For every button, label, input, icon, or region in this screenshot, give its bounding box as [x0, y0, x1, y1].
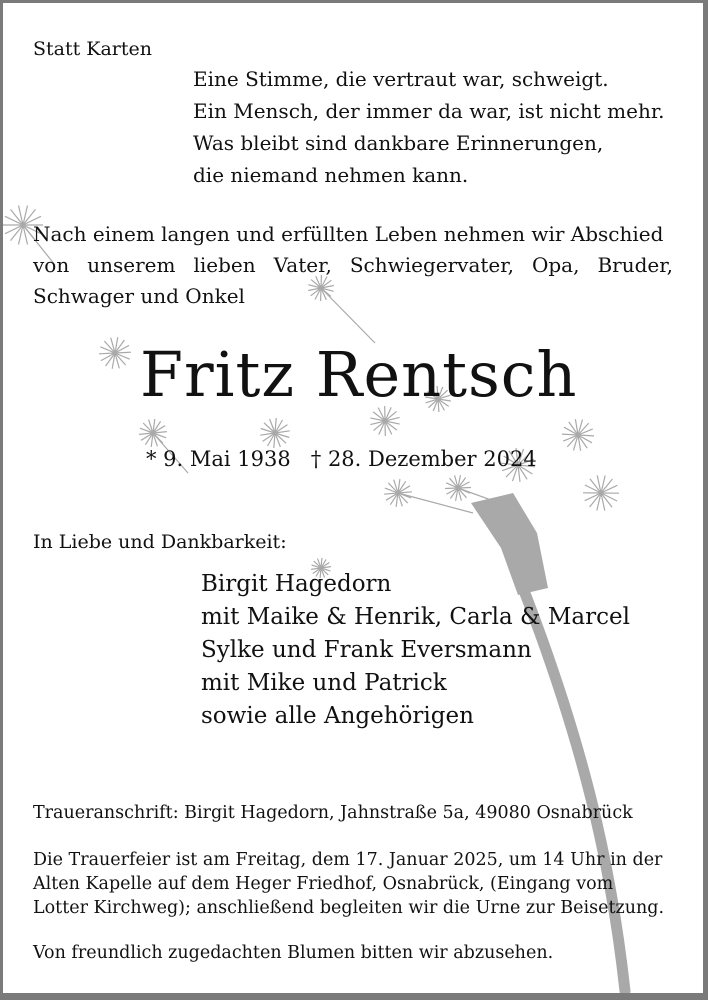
obituary-card [3, 3, 703, 993]
ceremony-line: Die Trauerfeier ist am Freitag, dem 17. Januar 2025, um 14 Uhr in der [33, 850, 663, 870]
deceased-name: Fritz Rentsch [140, 338, 578, 411]
intro-word: von [33, 253, 70, 277]
ceremony-line: Alten Kapelle auf dem Heger Friedhof, Osnabrück, (Eingang vom [33, 874, 614, 894]
mourner-line: Sylke und Frank Eversmann [201, 637, 532, 663]
poem [193, 63, 665, 191]
flowers-note: Von freundlich zugedachten Blumen bitten wir abzusehen. [33, 943, 554, 963]
statt-karten-label: Statt Karten [33, 38, 153, 60]
seed-stem [398, 493, 473, 513]
mourner-line: Birgit Hagedorn [201, 571, 392, 597]
mourners-list [201, 568, 630, 733]
seed-tuft [99, 337, 131, 369]
seed-tuft [562, 419, 594, 451]
mourner-line: mit Mike und Patrick [201, 670, 447, 696]
poem-line: die niemand nehmen kann. [193, 163, 469, 187]
intro-word: lieben [193, 253, 256, 277]
address-block [33, 801, 633, 825]
poem-line: Was bleibt sind dankbare Erinnerungen, [193, 131, 604, 155]
ceremony-line: Lotter Kirchweg); anschließend begleiten wir die Urne zur Beisetzung. [33, 898, 665, 918]
poem-line: Ein Mensch, der immer da war, ist nicht mehr. [193, 99, 665, 123]
intro-word: Schwiegervater, [349, 253, 514, 277]
intro-word: Vater, [273, 253, 332, 277]
mourner-line: sowie alle Angehörigen [201, 703, 474, 729]
intro-text [33, 219, 673, 312]
seed-tuft [260, 418, 290, 448]
mourners-label: In Liebe und Dankbarkeit: [33, 531, 287, 553]
poem-line: Eine Stimme, die vertraut war, schweigt. [193, 67, 609, 91]
mourning-address: Traueranschrift: Birgit Hagedorn, Jahnstraße 5a, 49080 Osnabrück [33, 803, 633, 823]
intro-word: Bruder, [597, 253, 673, 277]
intro-line-justified [33, 250, 673, 281]
intro-line: Schwager und Onkel [33, 284, 245, 308]
intro-word: Opa, [531, 253, 580, 277]
intro-word: unserem [87, 253, 176, 277]
flowers-block [33, 941, 553, 965]
seed-tuft [583, 475, 619, 510]
ceremony-block [33, 848, 664, 920]
life-dates: * 9. Mai 1938 † 28. Dezember 2024 [146, 447, 537, 471]
intro-line: Nach einem langen und erfüllten Leben nehmen wir Abschied [33, 222, 664, 246]
mourner-line: mit Maike & Henrik, Carla & Marcel [201, 604, 630, 630]
